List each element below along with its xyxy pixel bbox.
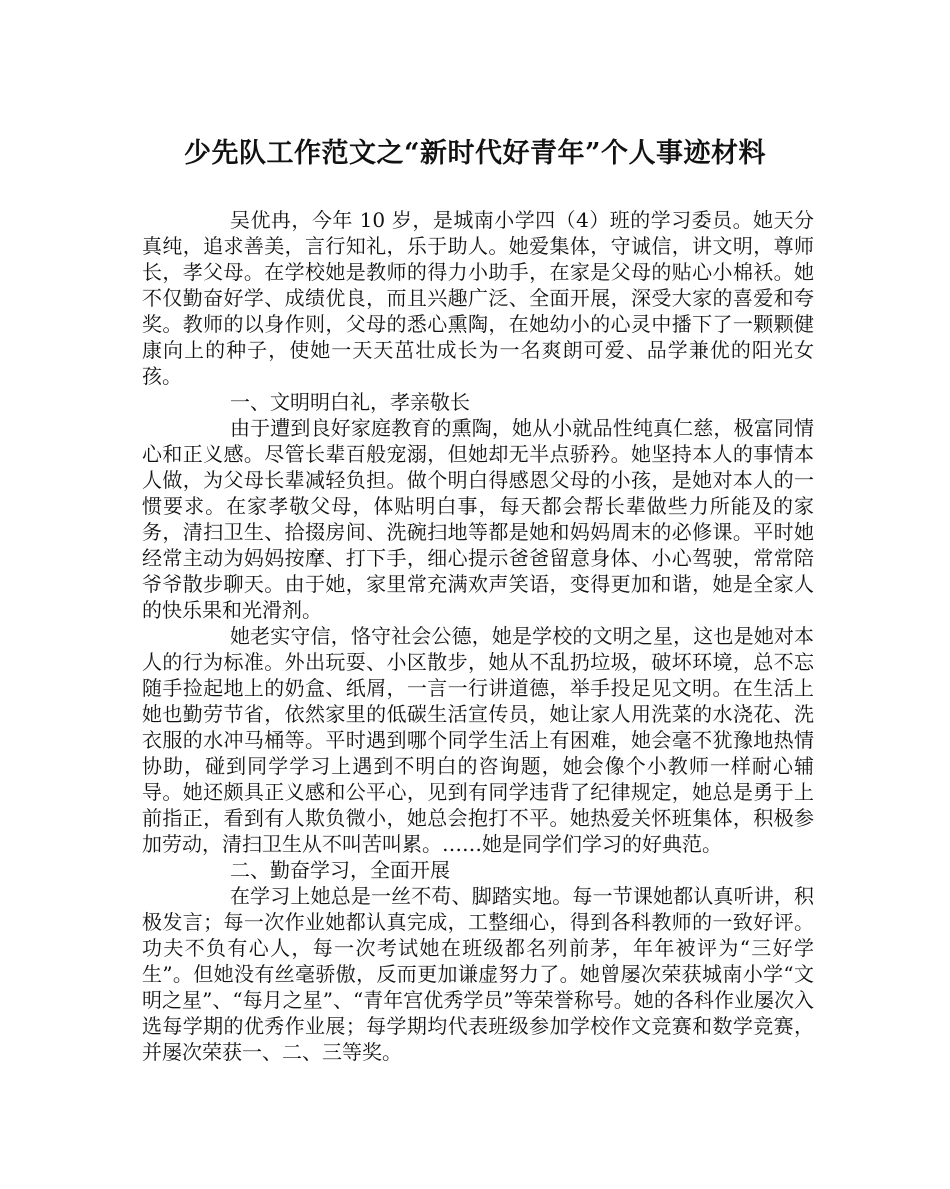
paragraph-integrity: 她老实守信，恪守社会公德，她是学校的文明之星，这也是她对本人的行为标准。外出玩耍、小区散步，她从不乱扔垃圾，破坏环境，总不忘随手捡起地上的奶盒、纸屑，一言一行讲道德，举手投足见文明。在生活上她也勤劳节省，依然家里的低碳生活宣传员，她让家人用洗菜的水浇花、洗衣服的水冲马桶等。平时遇到哪个同学生活上有困难，她会毫不犹豫地热情协助，碰到同学学习上遇到不明白的咨询题，她会像个小教师一样耐心辅导。她还颇具正义感和公平心，见到有同学违背了纪律规定，她总是勇于上前指正，看到有人欺负微小，她总会抱打不平。她热爱关怀班集体，积极参加劳动，清扫卫生从不叫苦叫累。……她是同学们学习的好典范。 (142, 624, 814, 856)
document-body (142, 207, 814, 1065)
paragraph-study: 在学习上她总是一丝不苟、脚踏实地。每一节课她都认真听讲，积极发言；每一次作业她都认真完成，工整细心，得到各科教师的一致好评。功夫不负有心人，每一次考试她在班级都名列前茅，年年被评为“三好学生”。但她没有丝毫骄傲，反而更加谦虚努力了。她曾屡次荣获城南小学“文明之星”、“每月之星”、“青年宫优秀学员”等荣誉称号。她的各科作业屡次入选每学期的优秀作业展；每学期均代表班级参加学校作文竞赛和数学竞赛，并屡次荣获一、二、三等奖。 (142, 884, 814, 1064)
section-heading-2: 二、勤奋学习，全面开展 (230, 858, 450, 882)
paragraph-family: 由于遭到良好家庭教育的熏陶，她从小就品性纯真仁慈，极富同情心和正义感。尽管长辈百般宠溺，但她却无半点骄矜。她坚持本人的事情本人做，为父母长辈减轻负担。做个明白得感恩父母的小孩，是她对本人的一惯要求。在家孝敬父母，体贴明白事，每天都会帮长辈做些力所能及的家务，清扫卫生、拾掇房间、洗碗扫地等都是她和妈妈周末的必修课。平时她经常主动为妈妈按摩、打下手，细心提示爸爸留意身体、小心驾驶，常常陪爷爷散步聊天。由于她，家里常充满欢声笑语，变得更加和谐，她是全家人的快乐果和光滑剂。 (142, 416, 814, 622)
paragraph-intro: 吴优冉，今年 10 岁，是城南小学四（4）班的学习委员。她天分真纯，追求善美，言行知礼，乐于助人。她爱集体，守诚信，讲文明，尊师长，孝父母。在学校她是教师的得力小助手，在家是父母的贴心小棉袄。她不仅勤奋好学、成绩优良，而且兴趣广泛、全面开展，深受大家的喜爱和夸奖。教师的以身作则，父母的悉心熏陶，在她幼小的心灵中播下了一颗颗健康向上的种子，使她一天天茁壮成长为一名爽朗可爱、品学兼优的阳光女孩。 (142, 208, 814, 388)
section-heading-1: 一、文明明白礼，孝亲敬长 (230, 390, 470, 414)
document-title: 少先队工作范文之“新时代好青年”个人事迹材料 (183, 138, 767, 169)
